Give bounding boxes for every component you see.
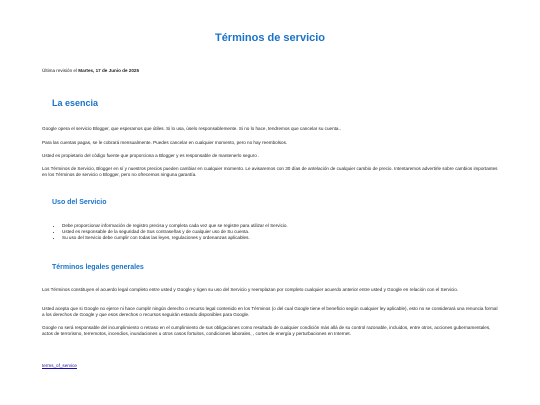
last-revision (42, 68, 139, 74)
legal-paragraph-2: Usted acepta que si Google no ejerce ni hace cumplir ningún derecho o recurso legal contenido en los Términos (o del cual Google tiene el beneficio según cualquier ley aplicable), esto no se considerará una renuncia formal a los derechos de Google y que esos derechos o recursos seguirán estando disponibles para Google. (42, 306, 498, 318)
section-heading-usage: Uso del Servicio (52, 199, 107, 206)
usage-list (52, 223, 502, 242)
essence-paragraph-3: Usted es propietario del código fuente que proporciona a Blogger y es responsable de mantenerlo seguro . (42, 153, 260, 158)
legal-paragraph-3: Google no será responsable del incumplimiento o retraso en el cumplimiento de sus obligaciones como resultado de cualquier condición más allá de su control razonable, incluidos, entre otros, acciones gubernamentales, actos de terrorismo, terremotos, incendios, inundaciones u otros casos fortuitos, condiciones laborales, , cortes de energía y perturbaciones en Internet. (42, 325, 491, 337)
section-heading-essence: La esencia (52, 98, 99, 108)
section-heading-legal: Términos legales generales (52, 264, 144, 271)
revision-prefix: Última revisión el (42, 68, 79, 73)
list-item: • Su uso del Servicio debe cumplir con todas las leyes, regulaciones y ordenanzas aplicables. (62, 235, 502, 241)
essence-paragraph-4: Los Términos de Servicio, Blogger en sí y nuestros precios pueden cambiar en cualquier momento. Le avisaremos con 30 días de antelación de cualquier cambio de precio. Intentaremos advertirle sobre cambios importantes en los Términos de servicio o Blogger, pero no ofrecemos ninguna garantía. (42, 166, 498, 178)
list-item: • Usted es responsable de la seguridad de Sus contraseñas y de cualquier uso de Su cuenta. (62, 229, 502, 235)
essence-paragraph-1: Google opera el servicio Blogger, que esperamos que útiles. Si lo usa, úselo responsablemente. Si no lo hace, tendremos que cancelar su cuenta.. (42, 126, 342, 131)
list-item: • Debe proporcionar información de registro precisa y completa cada vez que se registre para utilizar el Servicio. (62, 223, 502, 229)
legal-paragraph-1: Los Términos constituyen el acuerdo legal completo entre usted y Google y rigen su uso del Servicio y reemplazan por completo cualquier acuerdo anterior entre usted y Google en relación con el Servicio. (42, 287, 459, 292)
page-title: Términos de servicio (214, 32, 326, 44)
essence-paragraph-2: Para las cuentas pagas, se le cobrará mensualmente. Puedes cancelar en cualquier momento, pero no hay reembolsos. (42, 140, 288, 145)
revision-date: Martes, 17 de Junio de 2025 (78, 68, 140, 73)
terms-of-service-link[interactable]: terms_of_service (42, 363, 77, 368)
